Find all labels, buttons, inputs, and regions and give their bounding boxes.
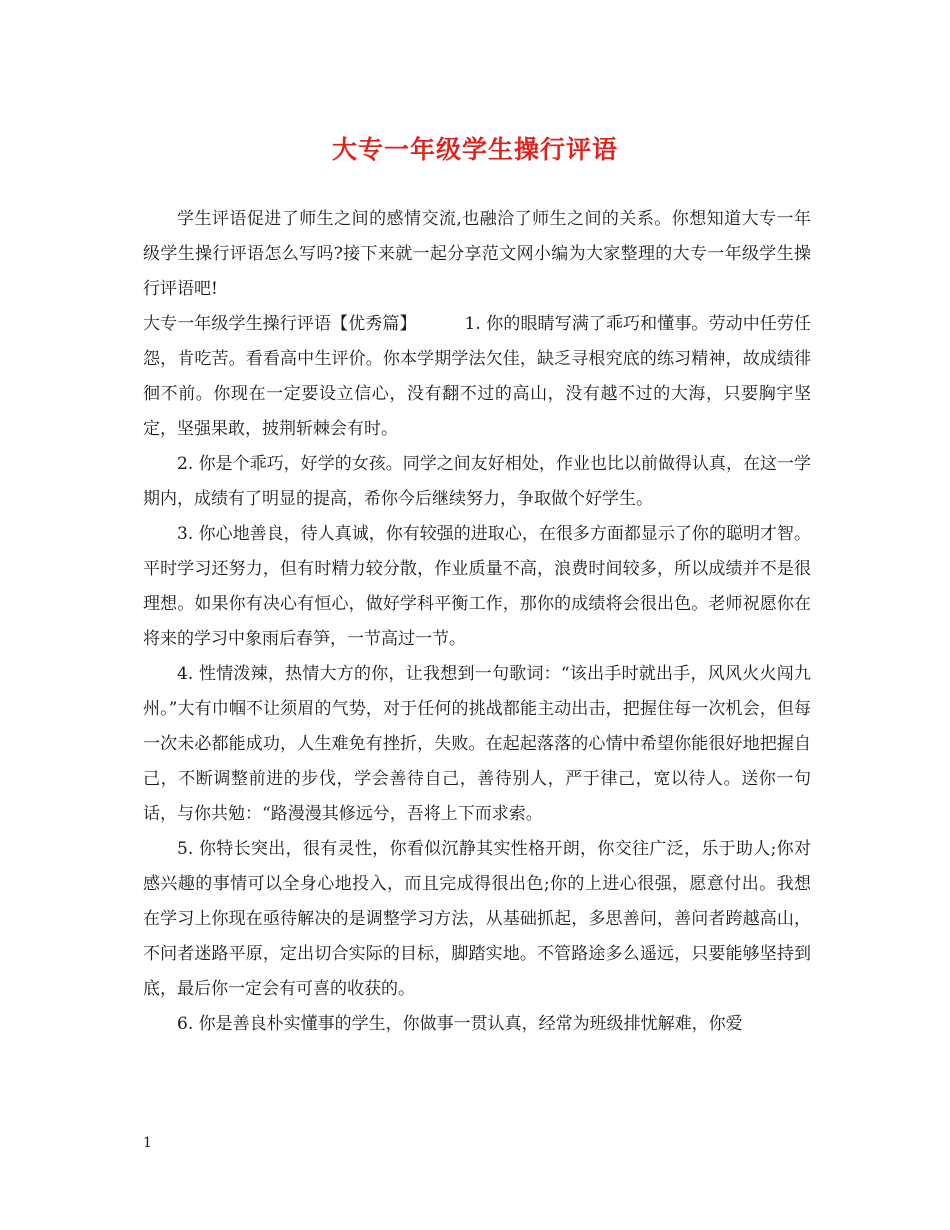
paragraph-item-4: 4. 性情泼辣，热情大方的你，让我想到一句歌词：“该出手时就出手，风风火火闯九州。”大有巾帼不让须眉的气势，对于任何的挑战都能主动出击，把握住每一次机会，但每一次未必都能成功，人生难免有挫折，失败。在起起落落的心情中希望你能很好地把握自己，不断调整前进的步伐，学会善待自己，善待别人，严于律己，宽以待人。送你一句话，与你共勉：“路漫漫其修远兮，吾将上下而求索。 (143, 664, 811, 824)
section-heading: 大专一年级学生操行评语【优秀篇】 (143, 314, 417, 334)
paragraph-item-6: 6. 你是善良朴实懂事的学生，你做事一贯认真，经常为班级排忧解难，你爱 (177, 1014, 743, 1034)
page-number: 1 (143, 1135, 152, 1151)
item-text: 1. 你的眼睛写满了乖巧和懂事。劳动中任劳任怨，肯吃苦。看看高中生评价。你本学期学法欠佳，缺乏寻根究底的练习精神，故成绩徘徊不前。你现在一定要设立信心，没有翻不过的高山，没有越不过的大海，只要胸宇坚定，坚强果敢，披荆斩棘会有时。 (143, 314, 812, 439)
paragraph-item-1 (143, 307, 811, 447)
document-title: 大专一年级学生操行评语 (331, 135, 618, 164)
intro-paragraph: 学生评语促进了师生之间的感情交流,也融洽了师生之间的关系。你想知道大专一年级学生操行评语怎么写吗?接下来就一起分享范文网小编为大家整理的大专一年级学生操行评语吧! (143, 209, 811, 299)
paragraph-item-3: 3. 你心地善良，待人真诚，你有较强的进取心，在很多方面都显示了你的聪明才智。平时学习还努力，但有时精力较分散，作业质量不高，浪费时间较多，所以成绩并不是很理想。如果你有决心有恒心，做好学科平衡工作，那你的成绩将会很出色。老师祝愿你在将来的学习中象雨后春笋，一节高过一节。 (143, 524, 811, 649)
document-body (143, 202, 811, 1042)
paragraph-item-5: 5. 你特长突出，很有灵性，你看似沉静其实性格开朗，你交往广泛，乐于助人;你对感兴趣的事情可以全身心地投入，而且完成得很出色;你的上进心很强，愿意付出。我想在学习上你现在亟待解决的是调整学习方法，从基础抓起，多思善问，善问者跨越高山，不问者迷路平原，定出切合实际的目标，脚踏实地。不管路途多么遥远，只要能够坚持到底，最后你一定会有可喜的收获的。 (143, 839, 811, 999)
paragraph-item-2: 2. 你是个乖巧，好学的女孩。同学之间友好相处，作业也比以前做得认真，在这一学期内，成绩有了明显的提高，希你今后继续努力，争取做个好学生。 (143, 454, 811, 509)
